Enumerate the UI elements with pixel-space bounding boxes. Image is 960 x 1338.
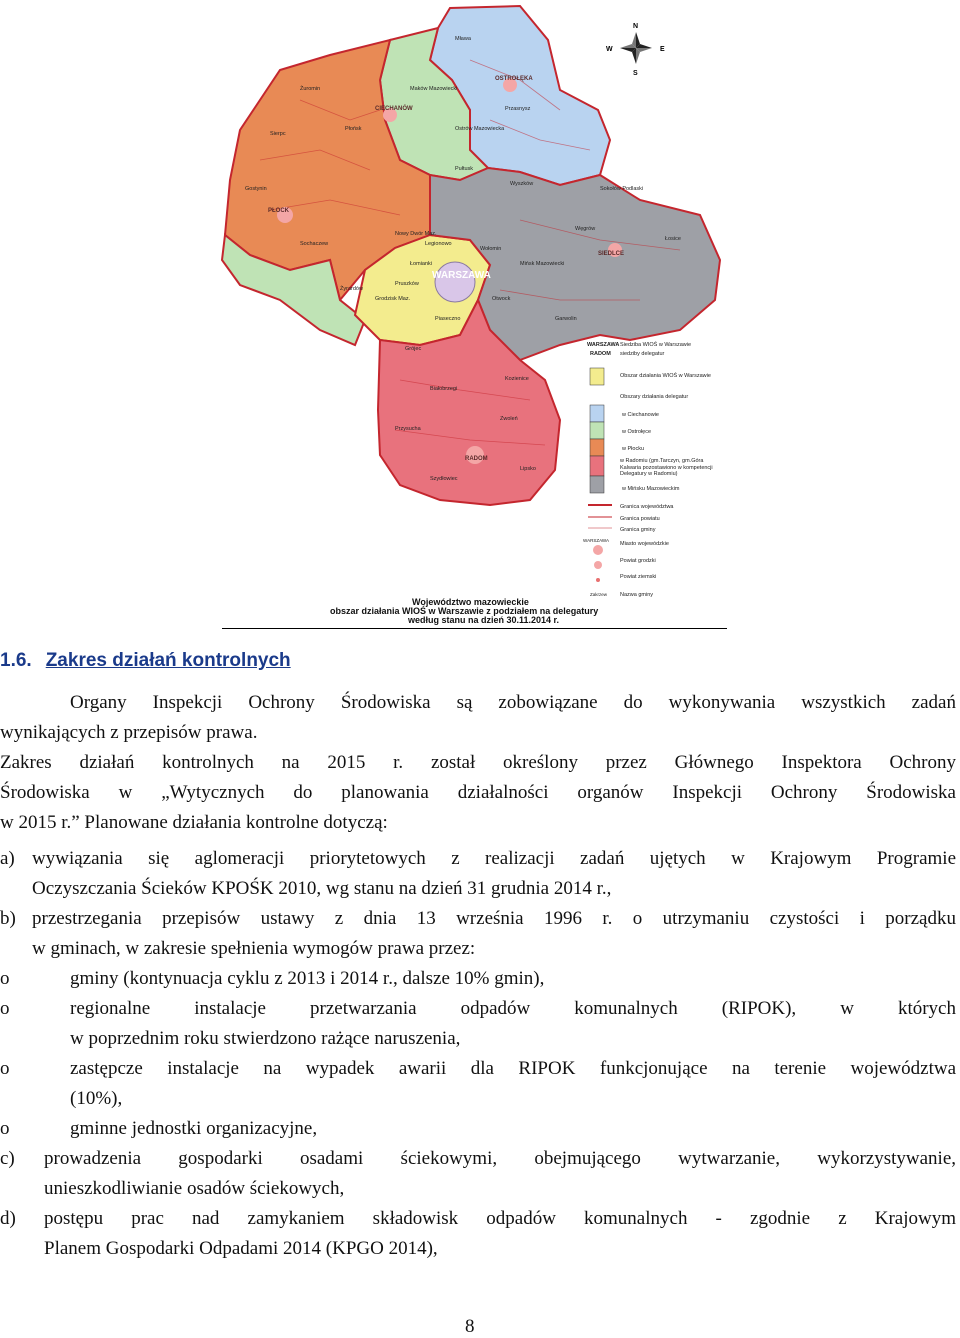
town-label-14: Sierpc — [270, 131, 286, 137]
town-label-18: Łosice — [665, 236, 681, 242]
sublist-4: gminne jednostki organizacyjne, — [70, 1118, 318, 1139]
town-label-7: Mińsk Mazowiecki — [520, 261, 565, 267]
map-figure — [0, 0, 960, 640]
body-text — [0, 688, 956, 1264]
legend-row-12-text: Miasto wojewódzkie — [620, 541, 669, 547]
town-label-15: Żuromin — [300, 86, 321, 92]
caption-line2: obszar działania WIOŚ w Warszawie z podziałem na delegatury — [330, 606, 599, 616]
legend-swatch-ostroleka — [590, 422, 604, 439]
legend-row-1-text: siedziby delegatur — [620, 351, 665, 357]
sublist-1: gminy (kontynuacja cyklu z 2013 i 2014 r., dalsze 10% gmin), — [70, 968, 545, 989]
legend-swatch-ciechanow — [590, 405, 604, 422]
legend-swatch-plock — [590, 439, 604, 456]
sublist-item-1 — [0, 964, 956, 994]
legend-row-7-text: w Radomiu (gm.Tarczyn, gm.Góra Kalwaria pozostawiono w kompetencji Delegatury w Radomiu) — [620, 458, 713, 477]
delegatura-label-0: CIECHANÓW — [375, 106, 413, 112]
map-legend — [583, 340, 720, 598]
capital-label: WARSZAWA — [432, 270, 491, 281]
legend-swatch-radom — [590, 456, 604, 476]
town-label-13: Gostynin — [245, 186, 267, 192]
sublist-2-line2: w poprzednim roku stwierdzono rażące naruszenia, — [70, 1028, 461, 1049]
town-label-25: Żyrardów — [340, 286, 363, 292]
town-label-17: Ostrów Mazowiecka — [455, 126, 505, 132]
sublist-item-4 — [0, 1114, 956, 1144]
para2-line1: Zakres działań kontrolnych na 2015 r. został określony przez Głównego Inspektora Ochrony — [0, 752, 956, 773]
legend-row-14-text: Powiat ziemski — [620, 574, 657, 580]
legend-row-10-text: Granica powiatu — [620, 516, 660, 522]
list-b-line1: przestrzegania przepisów ustawy z dnia 13 września 1996 r. o utrzymaniu czystości i porządku — [32, 908, 956, 929]
sublist-3-line2: (10%), — [70, 1088, 123, 1109]
compass-n: N — [633, 23, 639, 30]
list-item-a — [0, 844, 956, 904]
section-title: Zakres działań kontrolnych — [45, 650, 291, 671]
caption-rule — [222, 628, 727, 629]
sublist-3-line1: zastępcze instalacje na wypadek awarii dla RIPOK funkcjonujące na terenie województwa — [70, 1058, 956, 1079]
legend-row-3-text: Obszary działania delegatur — [620, 394, 689, 400]
town-label-31: Łomianki — [410, 261, 433, 267]
town-label-19: Kozienice — [505, 376, 529, 382]
legend-row-9-text: Granica województwa — [620, 504, 674, 510]
legend-swatch-minsk — [590, 476, 604, 493]
town-label-30: Wołomin — [480, 246, 502, 252]
town-label-29: Nowy Dwór Maz. — [395, 231, 437, 237]
compass-e: E — [660, 46, 665, 53]
legend-row-12-symbol: WARSZAWA — [583, 538, 609, 543]
map-caption — [330, 597, 598, 625]
town-label-26: Grodzisk Maz. — [375, 296, 411, 302]
legend-row-2-text: Obszar działania WIOŚ w Warszawie — [620, 373, 711, 379]
legend-row-13-text: Powiat grodzki — [620, 558, 656, 564]
para2-line2: Środowiska w „Wytycznych do planowania działalności organów Inspekcji Ochrony Środowiska — [0, 782, 956, 803]
town-label-6: Węgrów — [575, 226, 596, 232]
bullet-o: o — [0, 968, 10, 989]
town-label-28: Legionowo — [425, 241, 452, 247]
town-label-23: Przysucha — [395, 426, 421, 432]
list-label-c: c) — [0, 1148, 15, 1169]
legend-row-11-text: Granica gminy — [620, 527, 656, 533]
town-label-10: Grójec — [405, 346, 422, 352]
town-label-5: Sokołów Podlaski — [600, 186, 644, 192]
list-item-c — [0, 1144, 956, 1204]
town-label-21: Lipsko — [520, 466, 536, 472]
sublist-item-2 — [0, 994, 956, 1054]
compass-w: W — [606, 46, 613, 53]
town-label-16: Maków Mazowiecki — [410, 86, 458, 92]
list-label-a: a) — [0, 848, 15, 869]
list-label-d: d) — [0, 1208, 16, 1229]
compass-s: S — [633, 70, 638, 77]
delegatura-label-2: PŁOCK — [268, 208, 289, 214]
town-label-20: Zwoleń — [500, 416, 518, 422]
town-label-27: Pruszków — [395, 281, 419, 287]
list-c-line1: prowadzenia gospodarki osadami ściekowymi, obejmującego wytwarzanie, wykorzystywanie, — [44, 1148, 956, 1169]
town-label-0: Mława — [455, 36, 471, 42]
page-number: 8 — [465, 1316, 475, 1337]
delegatura-label-4: RADOM — [465, 456, 488, 462]
legend-row-5-text: w Ostrołęce — [622, 429, 652, 435]
bullet-o: o — [0, 1058, 10, 1079]
list-label-b: b) — [0, 908, 16, 929]
town-label-8: Garwolin — [555, 316, 577, 322]
legend-row-6-text: w Płocku — [622, 446, 645, 452]
delegatura-label-3: SIEDLCE — [598, 251, 625, 257]
caption-line1: Województwo mazowieckie — [412, 597, 529, 607]
list-item-b — [0, 904, 956, 964]
warszawa-marker — [435, 262, 475, 302]
town-label-1: Przasnysz — [505, 106, 531, 112]
list-d-line2: Planem Gospodarki Odpadami 2014 (KPGO 2014), — [44, 1238, 438, 1259]
town-label-2: Płońsk — [345, 126, 362, 132]
list-d-line1: postępu prac nad zamykaniem składowisk odpadów komunalnych - zgodnie z Krajowym — [44, 1208, 956, 1229]
para1-line2: wynikających z przepisów prawa. — [0, 722, 258, 743]
delegatura-label-1: OSTROŁĘKA — [495, 76, 533, 82]
section-heading — [0, 650, 291, 672]
town-label-12: Sochaczew — [300, 241, 329, 247]
legend-row-0-symbol: WARSZAWA — [587, 342, 620, 348]
list-a-line2: Oczyszczania Ścieków KPOŚK 2010, wg stanu na dzień 31 grudnia 2014 r., — [32, 878, 612, 899]
mazowieckie-map — [0, 0, 960, 640]
sublist-item-3 — [0, 1054, 956, 1114]
legend-row-15-symbol: Zakrzew — [590, 592, 608, 597]
town-label-22: Szydłowiec — [430, 476, 458, 482]
town-label-9: Otwock — [492, 296, 511, 302]
para1-line1: Organy Inspekcji Ochrony Środowiska są zobowiązane do wykonywania wszystkich zadań — [70, 692, 956, 713]
list-c-line2: unieszkodliwianie osadów ściekowych, — [44, 1178, 345, 1199]
list-a-line1: wywiązania się aglomeracji priorytetowych z realizacji zadań ujętych w Krajowym Programie — [32, 848, 956, 869]
town-label-4: Wyszków — [510, 181, 534, 187]
town-label-3: Pułtusk — [455, 166, 474, 172]
legend-row-15-text: Nazwa gminy — [620, 592, 654, 598]
section-number: 1.6. — [0, 650, 32, 671]
compass-rose — [606, 23, 665, 77]
para2-line3: w 2015 r.” Planowane działania kontrolne dotyczą: — [0, 812, 388, 833]
caption-line3: według stanu na dzień 30.11.2014 r. — [408, 615, 560, 625]
town-label-24: Białobrzegi — [430, 386, 458, 392]
legend-row-1-symbol: RADOM — [590, 351, 611, 357]
list-item-d — [0, 1204, 956, 1264]
legend-row-4-text: w Ciechanowie — [622, 412, 659, 418]
legend-row-8-text: w Mińsku Mazowieckim — [622, 486, 680, 492]
legend-row-0-text: Siedziba WIOŚ w Warszawie — [620, 342, 692, 348]
sublist-2-line1: regionalne instalacje przetwarzania odpadów komunalnych (RIPOK), w których — [70, 998, 956, 1019]
bullet-o: o — [0, 1118, 10, 1139]
list-b-line2: w gminach, w zakresie spełnienia wymogów prawa przez: — [32, 938, 476, 959]
town-label-11: Piaseczno — [435, 316, 461, 322]
bullet-o: o — [0, 998, 10, 1019]
legend-swatch-warszawa — [590, 368, 604, 385]
